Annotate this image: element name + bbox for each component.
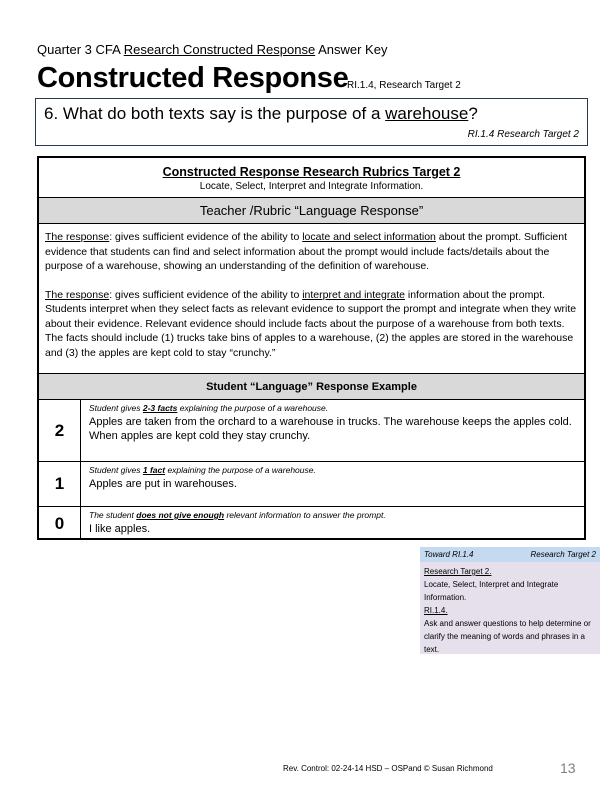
score-criteria bbox=[89, 465, 578, 475]
score-criteria bbox=[89, 403, 578, 413]
score-row bbox=[39, 400, 584, 462]
page-subtitle: RI.1.4, Research Target 2 bbox=[347, 80, 461, 91]
rubric-title-row bbox=[39, 158, 584, 198]
t: The student bbox=[89, 510, 137, 520]
document-header bbox=[37, 42, 387, 57]
rubric-title: Constructed Response Research Rubrics Target 2 bbox=[162, 165, 461, 179]
q-part: 6. What do both texts say is the purpose of a bbox=[44, 104, 386, 123]
t: relevant information to answer the prompt. bbox=[224, 510, 386, 520]
header-text: Quarter 3 CFA bbox=[37, 42, 124, 57]
example-answer: I like apples. bbox=[89, 523, 151, 535]
page-number: 13 bbox=[560, 760, 576, 776]
score-row bbox=[39, 462, 584, 507]
question-reference: RI.1.4 Research Target 2 bbox=[467, 129, 579, 140]
score-criteria bbox=[89, 510, 578, 520]
page-title: Constructed Response bbox=[37, 62, 349, 94]
rubric-table bbox=[37, 156, 586, 540]
rubric-subtitle: Locate, Select, Interpret and Integrate Information. bbox=[199, 181, 424, 192]
t: Student gives bbox=[89, 465, 143, 475]
q-keyword: warehouse bbox=[385, 104, 469, 123]
e: does not give enough bbox=[136, 510, 225, 520]
example-answer: Apples are put in warehouses. bbox=[89, 478, 237, 490]
target-text: Locate, Select, Interpret and Integrate Information. bbox=[424, 580, 559, 602]
header-text: Answer Key bbox=[315, 42, 388, 57]
example-answer: Apples are taken from the orchard to a warehouse in trucks. The warehouse keeps the apples cold. When apples are kept cold they stay crunchy. bbox=[89, 416, 572, 442]
question-text bbox=[44, 104, 478, 124]
e: 1 fact bbox=[142, 465, 166, 475]
sidebar-standard: Toward RI.1.4 bbox=[424, 550, 474, 559]
student-example-header: Student “Language” Response Example bbox=[39, 374, 584, 400]
rubric-paragraph-1 bbox=[45, 230, 578, 274]
score-value: 0 bbox=[39, 507, 81, 540]
rubric-description bbox=[39, 224, 584, 374]
target-label: Research Target 2. bbox=[424, 567, 492, 576]
header-underlined: Research Constructed Response bbox=[123, 42, 316, 57]
score-value: 2 bbox=[39, 400, 81, 461]
text: : gives sufficient evidence of the ability to bbox=[109, 288, 303, 301]
question-box bbox=[35, 98, 588, 146]
score-row bbox=[39, 507, 584, 540]
sidebar-body bbox=[420, 562, 600, 659]
e: 2-3 facts bbox=[142, 403, 178, 413]
t: Student gives bbox=[89, 403, 143, 413]
teacher-rubric-header: Teacher /Rubric “Language Response” bbox=[39, 198, 584, 224]
emphasis: locate and select information bbox=[302, 231, 436, 243]
t: explaining the purpose of a warehouse. bbox=[165, 465, 316, 475]
standard-label: RI.1.4. bbox=[424, 606, 448, 615]
t: explaining the purpose of a warehouse. bbox=[177, 403, 329, 413]
text: about the prompt. Sufficient evidence that students can find and select information about the prompt would include facts/details about the purpose of a warehouse, showing an understanding of the definition of warehouse. bbox=[45, 231, 568, 272]
text: information about the prompt. Students interpret when they select facts as relevant evidence to support the prompt and integrate when they write about their evidence. Relevant evidence should include facts about the purpose of a warehouse from both texts. The facts should include (1) trucks take bins of apples to a warehouse, (2) the apples are stored in the warehouse and (3) the apples are kept cold to stay “crunchy.” bbox=[45, 288, 577, 359]
score-value: 1 bbox=[39, 462, 81, 506]
rubric-paragraph-2 bbox=[45, 288, 578, 361]
standards-sidebar bbox=[420, 547, 600, 654]
q-part: ? bbox=[468, 104, 478, 123]
text: : gives sufficient evidence of the ability to bbox=[109, 231, 303, 243]
footer-text: Rev. Control: 02-24-14 HSD – OSPand © Susan Richmond bbox=[283, 764, 493, 773]
sidebar-target: Research Target 2 bbox=[530, 550, 596, 559]
standard-text: Ask and answer questions to help determine or clarify the meaning of words and phrases in a text. bbox=[424, 619, 591, 654]
emphasis: interpret and integrate bbox=[302, 288, 405, 301]
lead: The response bbox=[45, 231, 110, 243]
lead: The response bbox=[45, 288, 110, 301]
sidebar-header bbox=[420, 547, 600, 562]
